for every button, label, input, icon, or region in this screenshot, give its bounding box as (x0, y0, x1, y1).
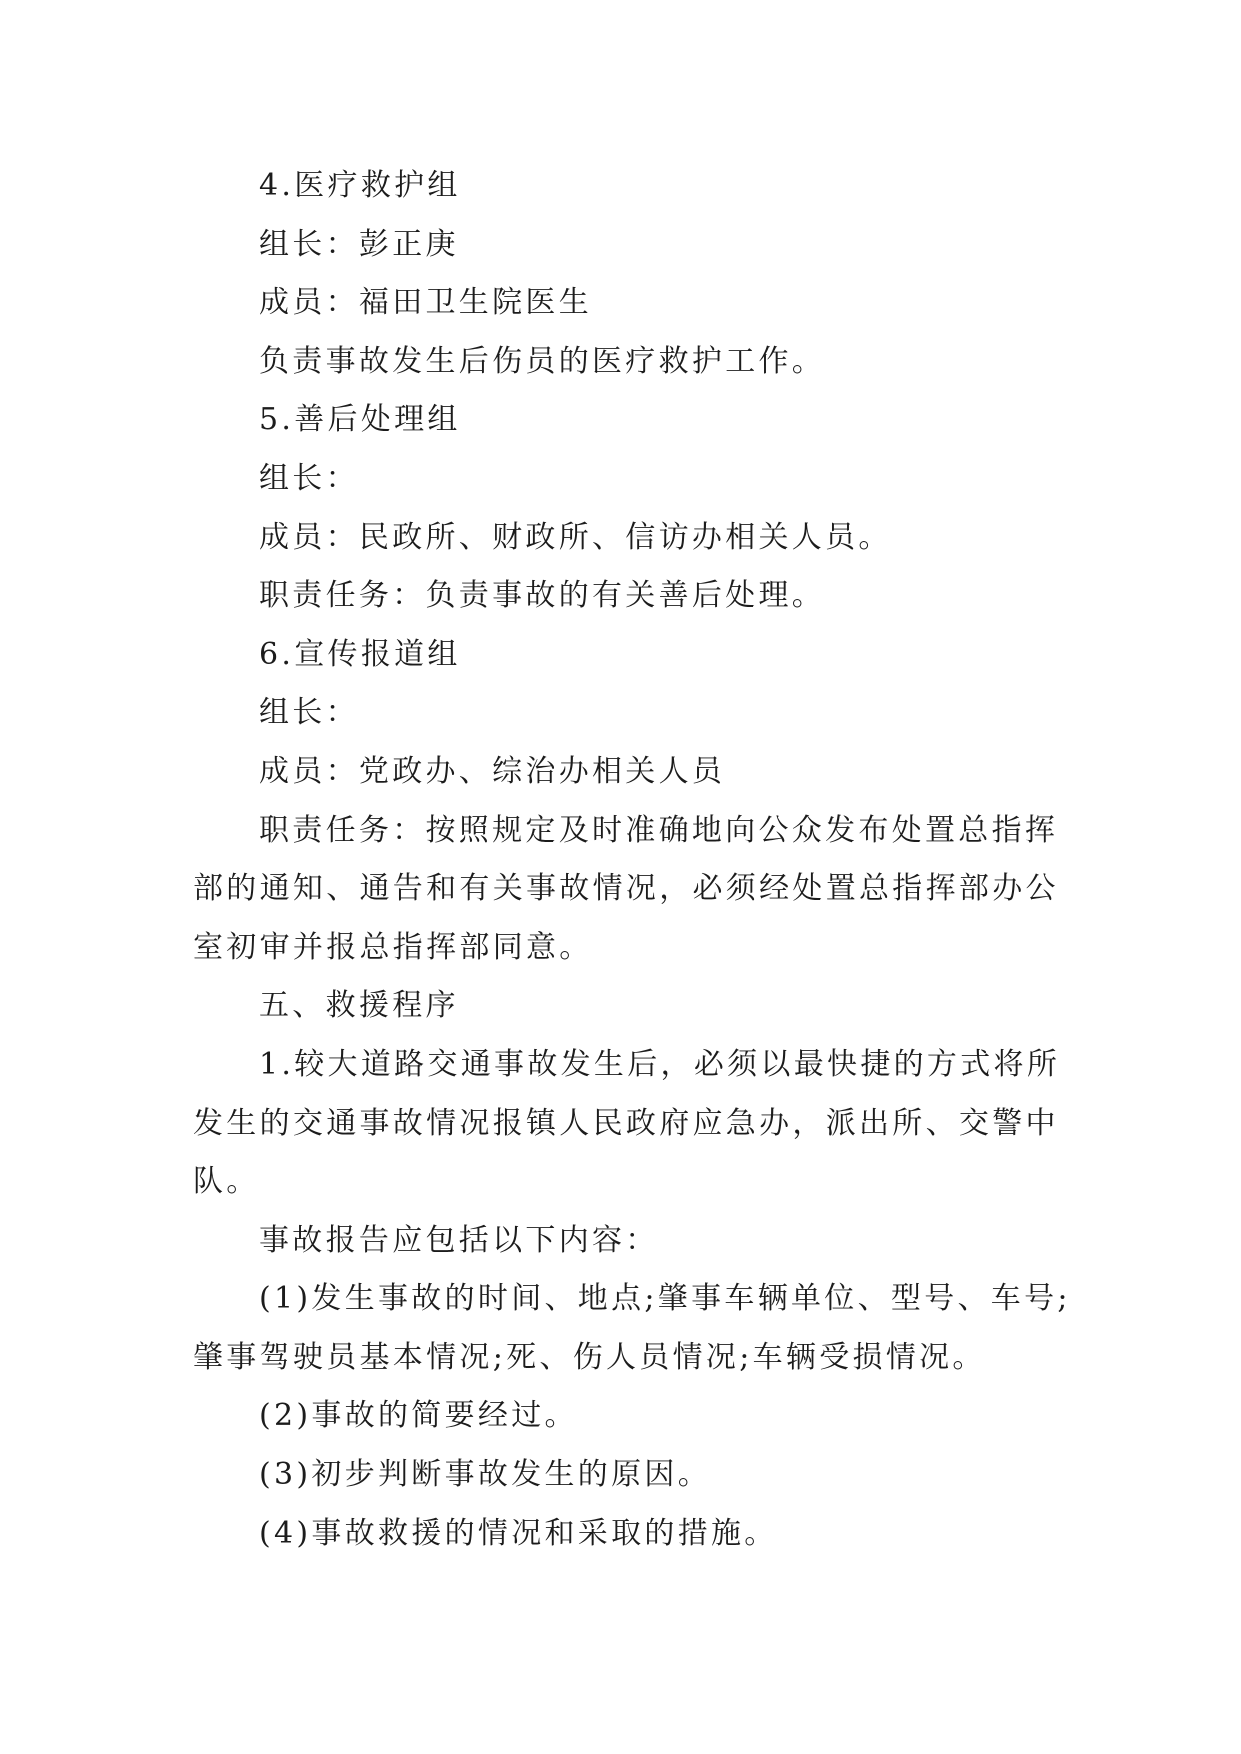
text-line: (4)事故救援的情况和采取的措施。 (259, 1515, 778, 1551)
group-leader-line (193, 450, 1073, 509)
group-leader-line (193, 216, 1073, 275)
group-duty-paragraph (193, 802, 1073, 978)
text-line: 职责任务：负责事故的有关善后处理。 (259, 578, 826, 614)
text-line: 成员：民政所、财政所、信访办相关人员。 (259, 519, 892, 555)
text-line: 4.医疗救护组 (259, 168, 461, 203)
text-line: 室初审并报总指挥部同意。 (193, 929, 593, 965)
procedure-step-paragraph (193, 1036, 1073, 1212)
text-line: 成员：福田卫生院医生 (259, 285, 592, 321)
group-members-line (193, 743, 1073, 802)
group-duty-paragraph (193, 567, 1073, 626)
text-line: 组长：彭正庚 (259, 226, 459, 262)
text-line: 部的通知、通告和有关事故情况，必须经处置总指挥部办公 (193, 871, 1059, 907)
group-leader-line (193, 684, 1073, 743)
group-duty-paragraph (193, 333, 1073, 392)
text-line: 五、救援程序 (259, 988, 459, 1024)
text-line: 职责任务：按照规定及时准确地向公众发布处置总指挥 (259, 812, 1059, 848)
text-line: 5.善后处理组 (259, 402, 461, 438)
text-line: 1.较大道路交通事故发生后，必须以最快捷的方式将所 (259, 1046, 1061, 1082)
text-line: 发生的交通事故情况报镇人民政府应急办，派出所、交警中 (193, 1105, 1059, 1141)
section-heading-rescue-procedure (193, 977, 1073, 1036)
text-line: 肇事驾驶员基本情况;死、伤人员情况;车辆受损情况。 (193, 1339, 986, 1375)
report-item (193, 1270, 1073, 1387)
report-item (193, 1505, 1073, 1564)
text-line: (3)初步判断事故发生的原因。 (259, 1457, 711, 1493)
group-heading-aftermath (193, 391, 1073, 450)
text-line: (2)事故的简要经过。 (259, 1398, 578, 1434)
text-line: 成员：党政办、综治办相关人员 (259, 753, 726, 789)
group-heading-medical (193, 157, 1073, 216)
text-line: 组长： (259, 695, 359, 731)
report-contents-intro (193, 1212, 1073, 1271)
text-line: (1)发生事故的时间、地点;肇事车辆单位、型号、车号; (259, 1281, 1071, 1317)
report-item (193, 1446, 1073, 1505)
text-line: 6.宣传报道组 (259, 636, 461, 672)
group-members-line (193, 274, 1073, 333)
group-heading-publicity (193, 626, 1073, 685)
text-line: 事故报告应包括以下内容： (259, 1222, 659, 1258)
text-line: 队。 (193, 1164, 260, 1200)
group-members-line (193, 509, 1073, 568)
document-body (193, 157, 1073, 1563)
report-item (193, 1387, 1073, 1446)
text-line: 负责事故发生后伤员的医疗救护工作。 (259, 343, 826, 379)
text-line: 组长： (259, 460, 359, 496)
